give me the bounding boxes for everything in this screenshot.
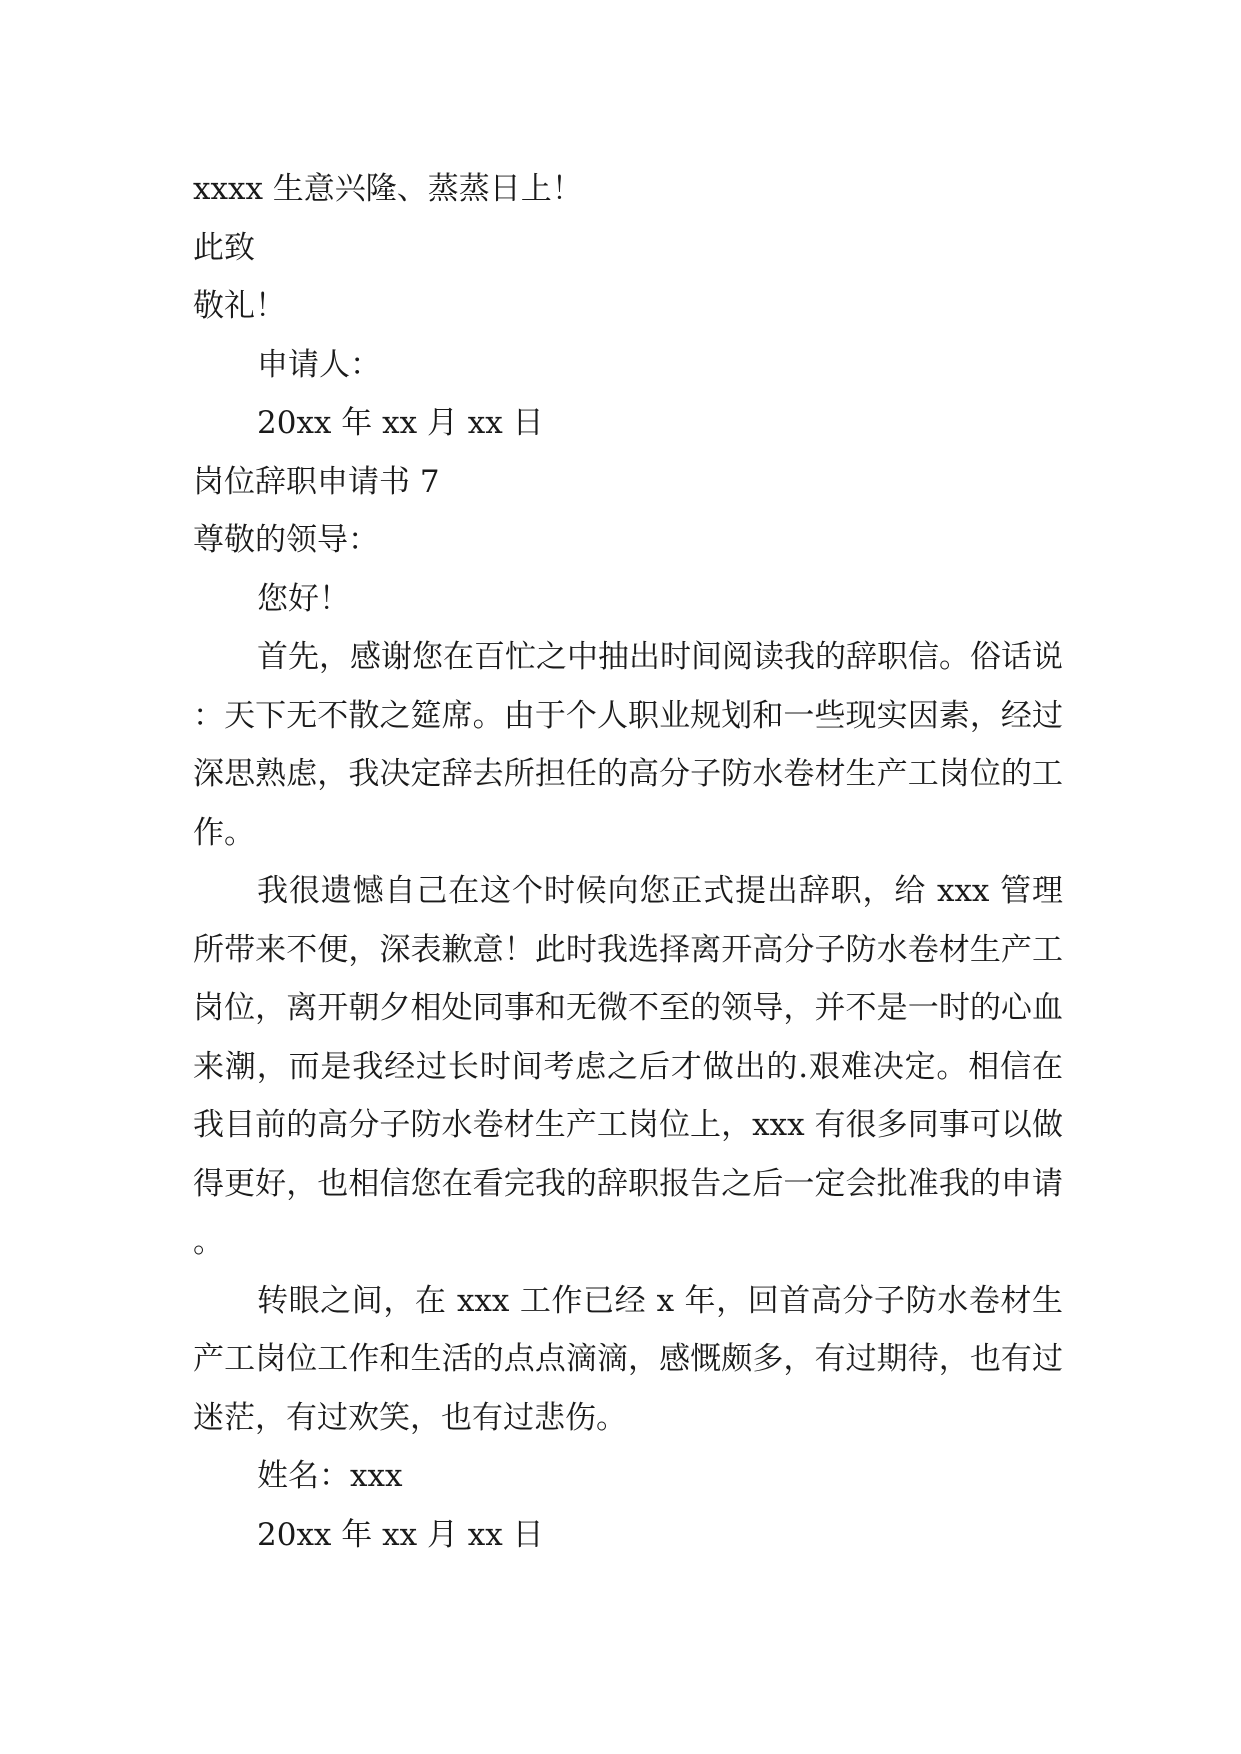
closing-date: 20xx 年 xx 月 xx 日	[257, 405, 544, 441]
letter-title: 岗位辞职申请书 7	[193, 463, 440, 500]
closing-wish: xxxx 生意兴隆、蒸蒸日上！	[193, 171, 583, 207]
closing-salutation-2: 敬礼！	[193, 288, 286, 324]
document-body	[193, 160, 1063, 1564]
letter-paragraph-1: 首先，感谢您在百忙之中抽出时间阅读我的辞职信。俗话说：天下无不散之筵席。由于个人职业规划和一些现实因素，经过深思熟虑，我决定辞去所担任的高分子防水卷材生产工岗位的工作。	[193, 639, 1063, 851]
letter-paragraph-2: 我很遗憾自己在这个时候向您正式提出辞职，给 xxx 管理所带来不便，深表歉意！此时我选择离开高分子防水卷材生产工岗位，离开朝夕相处同事和无微不至的领导，并不是一时的心血来潮，而是我经过长时间考虑之后才做出的.艰难决定。相信在我目前的高分子防水卷材生产工岗位上，xxx 有很多同事可以做得更好，也相信您在看完我的辞职报告之后一定会批准我的申请。	[193, 873, 1063, 1260]
letter-paragraph-3: 转眼之间，在 xxx 工作已经 x 年，回首高分子防水卷材生产工岗位工作和生活的点点滴滴，感慨颇多，有过期待，也有过迷茫，有过欢笑，也有过悲伤。	[193, 1282, 1063, 1436]
letter-hello: 您好！	[257, 580, 350, 617]
applicant-label: 申请人：	[257, 346, 381, 383]
signature-name: 姓名：xxx	[257, 1458, 403, 1494]
signature-date: 20xx 年 xx 月 xx 日	[257, 1516, 544, 1553]
closing-salutation-1: 此致	[193, 229, 255, 266]
letter-greeting: 尊敬的领导：	[193, 522, 379, 558]
